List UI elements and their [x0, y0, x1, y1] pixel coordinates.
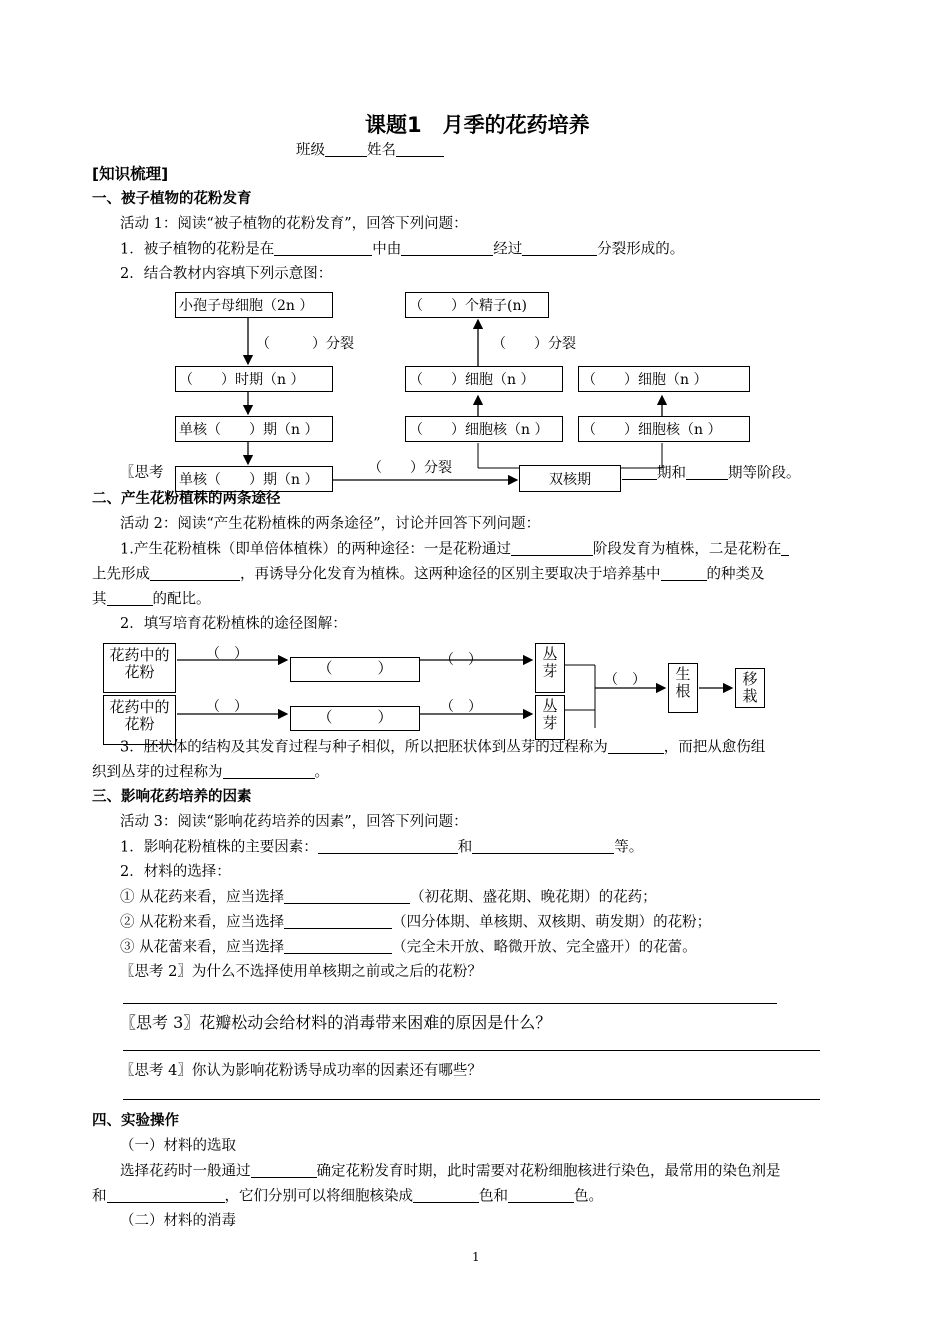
arrow-label[interactable]: （ ）: [440, 652, 482, 668]
blank[interactable]: [318, 838, 458, 854]
text: 和: [92, 1188, 107, 1205]
text: ，而把从愈伤组: [663, 739, 766, 756]
sec2-q1-line1: [120, 540, 789, 559]
sec2-q1-line2: [92, 565, 765, 584]
text: 其: [92, 591, 107, 608]
answer-line[interactable]: [123, 1003, 777, 1004]
sec3-activity: 活动 3：阅读“影响花药培养的因素”，回答下列问题：: [120, 814, 468, 830]
transplant-box: 移栽: [735, 668, 765, 708]
sec2-q3-line2: [92, 763, 329, 782]
text: （四分体期、单核期、双核期、萌发期）的花粉；: [392, 914, 712, 931]
sec4-sub1: （一）材料的选取: [120, 1138, 236, 1154]
sec4-p1-line1: [120, 1162, 781, 1181]
sprout-box-1: 丛芽: [535, 643, 565, 693]
text: 3．胚状体的结构及其发育过程与种子相似，所以把胚状体到丛芽的过程称为: [120, 739, 608, 756]
tetrad-box[interactable]: （ ）时期（n ）: [175, 366, 333, 392]
blank[interactable]: [511, 540, 593, 556]
blank[interactable]: [413, 1187, 479, 1203]
answer-line[interactable]: [123, 1050, 820, 1051]
blank[interactable]: [284, 938, 392, 954]
blank[interactable]: [622, 464, 657, 480]
text: 中由: [372, 241, 402, 258]
sec4-p1-line2: [92, 1187, 603, 1206]
microspore-box: 小孢子母细胞（2n ）: [175, 292, 333, 318]
uni-late-box[interactable]: 单核（ ）期（n ）: [175, 466, 333, 492]
sec2-q1-line3: [92, 590, 211, 609]
page-title: 课题1 月季的花药培养: [365, 113, 590, 137]
arrow-label[interactable]: （ ）: [604, 672, 646, 688]
text: 1．被子植物的花粉是在: [120, 241, 275, 258]
sec2-heading: 二、产生花粉植株的两条途径: [92, 491, 281, 507]
text: 的配比。: [152, 591, 211, 608]
sec1-q2: 2．结合教材内容填下列示意图：: [120, 266, 333, 282]
sec3-q2: 2．材料的选择：: [120, 864, 231, 880]
sec3-m3: [120, 938, 697, 957]
sec1-heading: 一、被子植物的花粉发育: [92, 191, 252, 207]
sec2-q3-line1: [120, 738, 765, 757]
text: 经过: [493, 241, 523, 258]
text: （完全未开放、略微开放、完全盛开）的花蕾。: [392, 939, 697, 956]
blank[interactable]: [508, 1187, 574, 1203]
sec2-activity: 活动 2：阅读“产生花粉植株的两条途径”，讨论并回答下列问题：: [120, 516, 541, 532]
name-label: 姓名: [367, 142, 396, 159]
think1-tail: [622, 464, 801, 483]
uni-early-box[interactable]: 单核（ ）期（n ）: [175, 416, 333, 442]
text: 1.产生花粉植株（即单倍体植株）的两种途径：一是花粉通过: [120, 541, 511, 558]
sec3-heading: 三、影响花药培养的因素: [92, 789, 252, 805]
arrow-label[interactable]: （ ）: [206, 646, 248, 662]
text: ① 从花药来看，应当选择: [120, 889, 285, 906]
text: 织到丛芽的过程称为: [92, 764, 223, 781]
text: 1．影响花粉植株的主要因素：: [120, 839, 318, 856]
blank[interactable]: [251, 1162, 317, 1178]
text: 确定花粉发育时期，此时需要对花粉细胞核进行染色，最常用的染色剂是: [316, 1163, 781, 1180]
text: 阶段发育为植株，二是花粉在: [592, 541, 782, 558]
sec3-m1: [120, 888, 657, 907]
cell-left-box[interactable]: （ ）细胞（n ）: [405, 366, 563, 392]
blank[interactable]: [284, 913, 392, 929]
text: 。: [314, 764, 329, 781]
sperm-box[interactable]: （ ）个精子(n): [405, 292, 549, 318]
sec4-heading: 四、实验操作: [92, 1113, 179, 1129]
nucleus-left-box[interactable]: （ ）细胞核（n ）: [405, 416, 563, 442]
blank[interactable]: [661, 565, 707, 581]
text: 期等阶段。: [728, 465, 801, 482]
sprout-box-2: 丛芽: [535, 695, 565, 740]
text: ③ 从花蕾来看，应当选择: [120, 939, 285, 956]
text: 等。: [614, 839, 644, 856]
text: 色和: [479, 1188, 508, 1205]
section-header: [知识梳理]: [92, 165, 169, 183]
cell-right-box[interactable]: （ ）细胞（n ）: [578, 366, 750, 392]
text: 的种类及: [706, 566, 765, 583]
sec2-q2: 2．填写培育花粉植株的途径图解：: [120, 616, 347, 632]
root-box: 生根: [668, 663, 698, 713]
blank[interactable]: [284, 888, 410, 904]
division1-label: （ ）分裂: [256, 336, 354, 352]
blank[interactable]: [150, 565, 240, 581]
text: 〖思考: [120, 465, 164, 481]
arrow-label[interactable]: （ ）: [440, 699, 482, 715]
blank[interactable]: [107, 1187, 225, 1203]
page-number: 1: [472, 1250, 480, 1264]
text: ，它们分别可以将细胞核染成: [224, 1188, 413, 1205]
blank[interactable]: [781, 540, 789, 556]
blank[interactable]: [472, 838, 614, 854]
division2-label: （ ）分裂: [492, 336, 576, 352]
blank[interactable]: [223, 763, 315, 779]
blank[interactable]: [107, 590, 153, 606]
text: 和: [457, 839, 473, 856]
mitosis-label: （ ）分裂: [368, 460, 452, 476]
blank[interactable]: [686, 464, 728, 480]
think1: [120, 464, 164, 482]
text: 上先形成: [92, 566, 150, 583]
text: （初花期、盛花期、晚花期）的花药；: [410, 889, 657, 906]
source1-box: 花药中的花粉: [103, 643, 176, 693]
think3: 〖思考 3〗花瓣松动会给材料的消毒带来困难的原因是什么？: [120, 1013, 552, 1032]
sec1-activity: 活动 1：阅读“被子植物的花粉发育”，回答下列问题：: [120, 216, 468, 232]
blank[interactable]: [608, 738, 664, 754]
text: 期和: [657, 465, 686, 482]
nucleus-right-box[interactable]: （ ）细胞核（n ）: [578, 416, 750, 442]
class-label: 班级: [296, 142, 325, 159]
sec3-q1: [120, 838, 643, 857]
think4: 〖思考 4〗你认为影响花粉诱导成功率的因素还有哪些？: [120, 1063, 482, 1079]
text: 分裂形成的。: [597, 241, 685, 258]
binucleate-box: 双核期: [519, 465, 621, 492]
think2: 〖思考 2〗为什么不选择使用单核期之前或之后的花粉？: [120, 964, 482, 980]
text: 选择花药时一般通过: [120, 1163, 251, 1180]
mid-box-1[interactable]: （ ）: [290, 657, 420, 682]
answer-line[interactable]: [123, 1099, 820, 1100]
mid-box-2[interactable]: （ ）: [290, 706, 420, 731]
sec4-sub2: （二）材料的消毒: [120, 1213, 236, 1229]
text: ② 从花粉来看，应当选择: [120, 914, 285, 931]
text: 色。: [574, 1188, 603, 1205]
text: ，再诱导分化发育为植株。这两种途径的区别主要取决于培养基中: [240, 566, 661, 583]
sec3-m2: [120, 913, 711, 932]
source2-box: 花药中的花粉: [103, 695, 176, 745]
arrow-label[interactable]: （ ）: [206, 699, 248, 715]
